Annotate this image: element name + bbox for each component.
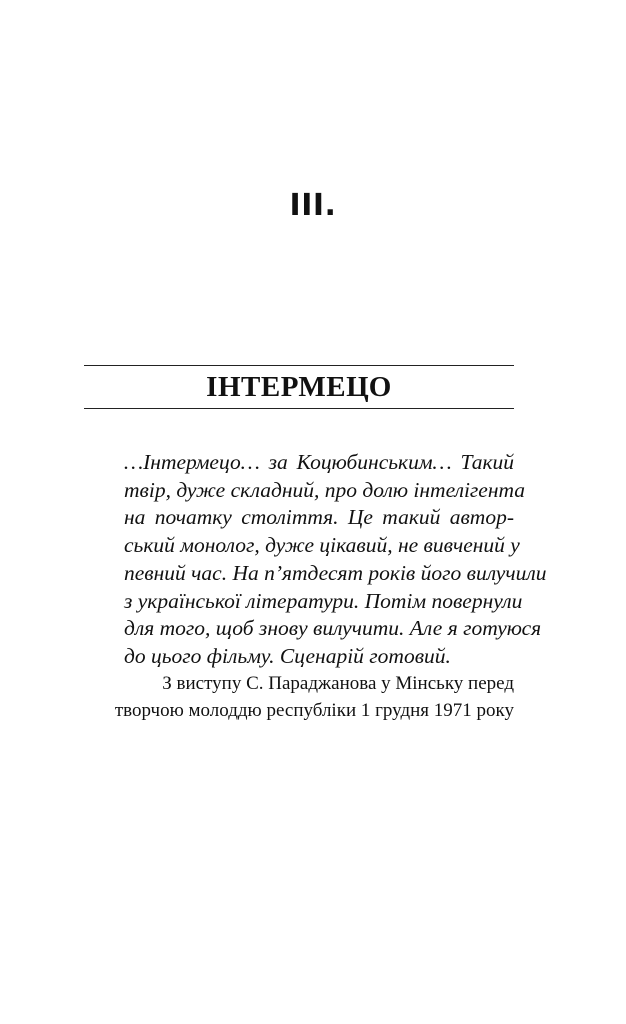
attribution-line: З виступу С. Параджанова у Мінську перед bbox=[162, 673, 514, 694]
title-top-rule bbox=[84, 365, 514, 366]
part-number: III. bbox=[289, 188, 337, 223]
epigraph-line: на початку століття. Це такий автор- bbox=[124, 505, 514, 530]
epigraph-line: для того, щоб знову вилучити. Але я готуюся bbox=[124, 616, 542, 641]
epigraph-line: певний час. На п’ятдесят років його вилучили bbox=[124, 560, 547, 585]
chapter-title: ІНТЕРМЕЦО bbox=[206, 371, 392, 403]
attribution-line: творчою молоддю республіки 1 грудня 1971 року bbox=[114, 700, 514, 721]
epigraph-attribution bbox=[100, 670, 514, 724]
epigraph-quote bbox=[124, 449, 547, 671]
epigraph-line: з української літератури. Потім повернули bbox=[124, 588, 523, 613]
epigraph-line: до цього фільму. Сценарій готовий. bbox=[124, 643, 451, 668]
epigraph-line: твір, дуже складний, про долю інтелігента bbox=[124, 477, 526, 502]
epigraph-line: …Інтермецо… за Коцюбинським… Такий bbox=[124, 450, 514, 474]
title-bottom-rule bbox=[84, 408, 514, 409]
epigraph-line: ський монолог, дуже цікавий, не вивчений у bbox=[124, 533, 520, 558]
